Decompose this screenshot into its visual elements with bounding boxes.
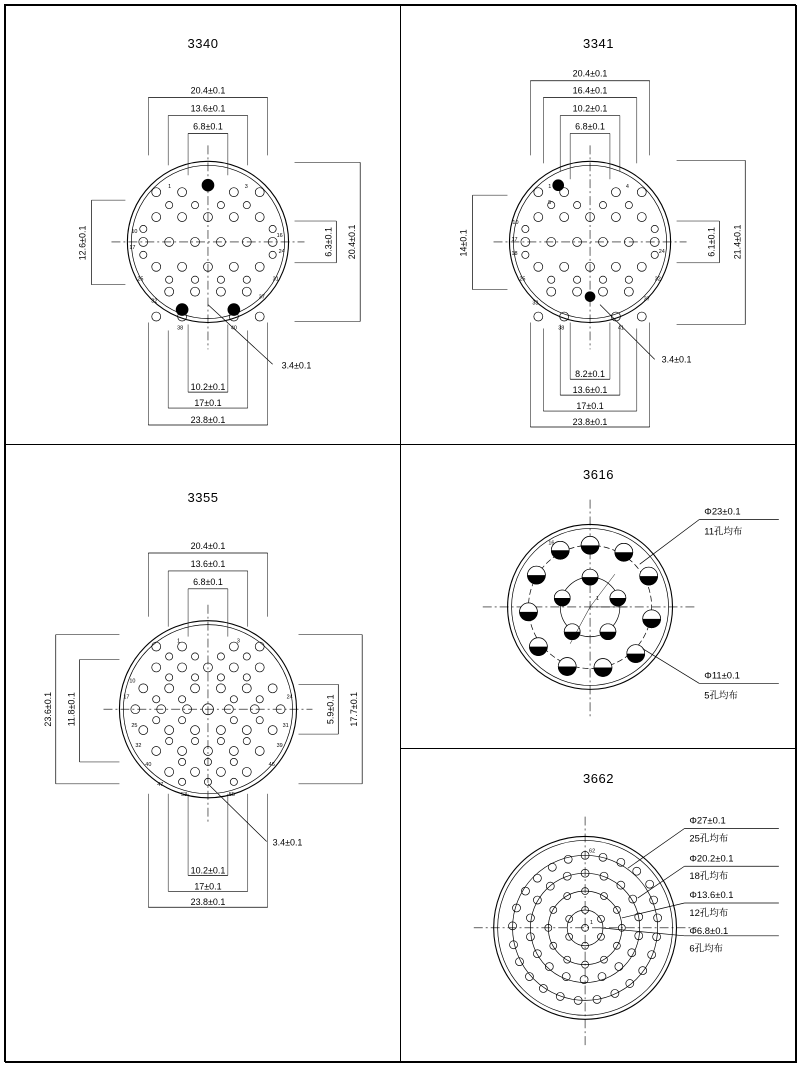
pin-label: 47	[157, 781, 164, 788]
pin-label: 16	[548, 540, 555, 547]
pin-label: 1	[590, 919, 594, 926]
pin-label: 24	[658, 248, 665, 255]
pin-label: 39	[276, 743, 283, 750]
note-text: 11孔均布	[704, 525, 743, 537]
dimension-label: 23.8±0.1	[572, 416, 608, 427]
dimension-label: 5.9±0.1	[325, 694, 336, 725]
dimension-label: 23.6±0.1	[42, 691, 53, 727]
pin-label: 17	[123, 694, 130, 701]
note-diameter: Φ20.2±0.1	[689, 852, 734, 864]
pin-label: 3	[236, 638, 240, 645]
pin-label: 24	[278, 248, 285, 255]
note-diameter: Φ27±0.1	[689, 814, 726, 826]
note-text: 25孔均布	[689, 832, 729, 844]
dimension-label: 6.3±0.1	[323, 227, 334, 257]
panel-3616	[400, 444, 797, 749]
dimension-label: 17.7±0.1	[349, 691, 360, 727]
dimension-label: 8.2±0.1	[575, 369, 605, 380]
dimension-label: 13.6±0.1	[190, 558, 226, 569]
note-diameter: Φ6.8±0.1	[689, 924, 729, 936]
dimension-label: 21.4±0.1	[732, 224, 743, 260]
pin-label: 1	[177, 638, 181, 645]
dimension-label: 10.2±0.1	[190, 865, 226, 876]
dimension-label: 11.8±0.1	[66, 692, 77, 727]
pin-label: 38	[177, 325, 184, 332]
note-diameter: Φ23±0.1	[704, 505, 741, 517]
note-text: 12孔均布	[689, 906, 729, 918]
pin-label: 40	[145, 761, 152, 768]
pin-label: 41	[617, 325, 624, 332]
pin-label: 32	[654, 276, 661, 283]
dimension-label: 17±0.1	[194, 881, 222, 892]
pin-label: 31	[282, 723, 289, 730]
dimension-label: 10.2±0.1	[572, 103, 608, 114]
dimension-label: 3.4±0.1	[661, 354, 692, 365]
pin-label: 31	[272, 276, 279, 283]
pin-label: 53	[181, 791, 188, 798]
pin-label: 3	[244, 184, 248, 191]
panel-title-3340: 3340	[187, 36, 219, 51]
pin-label: 10	[131, 228, 138, 235]
pin-label: 46	[268, 761, 275, 768]
dimension-label: 12.6±0.1	[77, 225, 88, 261]
pin-label: 17	[129, 244, 136, 251]
pin-label: 55	[228, 791, 235, 798]
dimension-label: 6.1±0.1	[706, 227, 717, 257]
pin-label: 16	[276, 232, 283, 239]
dimension-label: 6.8±0.1	[193, 121, 223, 132]
diagram-3355	[6, 445, 400, 1062]
pin-label: 33	[532, 300, 539, 307]
dimension-label: 6.8±0.1	[575, 121, 605, 132]
dimension-label: 3.4±0.1	[272, 837, 303, 848]
dimension-label: 14±0.1	[458, 229, 469, 257]
pin-label: 10	[129, 678, 136, 685]
dimension-label: 20.4±0.1	[190, 541, 226, 552]
pin-label: 32	[135, 743, 142, 750]
pin-label: 25	[131, 723, 138, 730]
pin-label: 25	[519, 276, 526, 283]
pin-label: 32	[151, 298, 158, 305]
note-diameter: Φ13.6±0.1	[689, 889, 734, 901]
panel-title-3616: 3616	[583, 467, 614, 482]
pin-label: 62	[589, 848, 596, 855]
panel-title-3662: 3662	[583, 771, 614, 786]
pin-label: 37	[258, 294, 265, 301]
pin-label: 4	[625, 184, 629, 191]
panel-3662	[400, 748, 797, 1063]
dimension-label: 17±0.1	[576, 401, 604, 412]
diagram-3341	[401, 6, 796, 444]
dimension-label: 20.4±0.1	[572, 68, 608, 79]
pin-label: 24	[286, 694, 293, 701]
pin-label: 1	[548, 184, 552, 191]
pin-label: 1	[168, 184, 172, 191]
pin-label: 1	[596, 595, 600, 602]
pin-label: 40	[230, 325, 237, 332]
dimension-label: 20.4±0.1	[190, 85, 226, 96]
pin-label: 37	[643, 296, 650, 303]
panel-3341	[400, 5, 797, 445]
dimension-label: 16.4±0.1	[572, 85, 608, 96]
panel-3355	[5, 444, 401, 1063]
pin-label: 38	[558, 325, 565, 332]
pin-label: 25	[137, 276, 144, 283]
dimension-label: 20.4±0.1	[347, 224, 358, 260]
dimension-label: 23.8±0.1	[190, 897, 226, 908]
dimension-label: 17±0.1	[194, 398, 222, 409]
panel-title-3341: 3341	[583, 36, 614, 51]
dimension-label: 3.4±0.1	[281, 360, 312, 371]
note-text: 5孔均布	[704, 689, 738, 701]
note-text: 6孔均布	[689, 942, 723, 954]
dimension-label: 13.6±0.1	[572, 385, 608, 396]
dimension-label: 10.2±0.1	[190, 382, 226, 393]
pin-label: 18	[511, 250, 518, 257]
note-diameter: Φ11±0.1	[704, 669, 740, 681]
diagram-3616	[401, 445, 796, 748]
diagram-3662	[401, 749, 796, 1062]
dimension-label: 23.8±0.1	[190, 414, 226, 425]
dimension-label: 13.6±0.1	[190, 103, 226, 114]
pin-label: 17	[511, 236, 518, 243]
drawing-sheet	[4, 4, 796, 1062]
pin-label: 5	[548, 200, 552, 207]
pin-label: 10	[512, 220, 519, 227]
diagram-3340	[6, 6, 400, 444]
note-text: 18孔均布	[689, 870, 729, 882]
panel-title-3355: 3355	[187, 490, 219, 505]
panel-3340	[5, 5, 401, 445]
dimension-label: 6.8±0.1	[193, 576, 223, 587]
